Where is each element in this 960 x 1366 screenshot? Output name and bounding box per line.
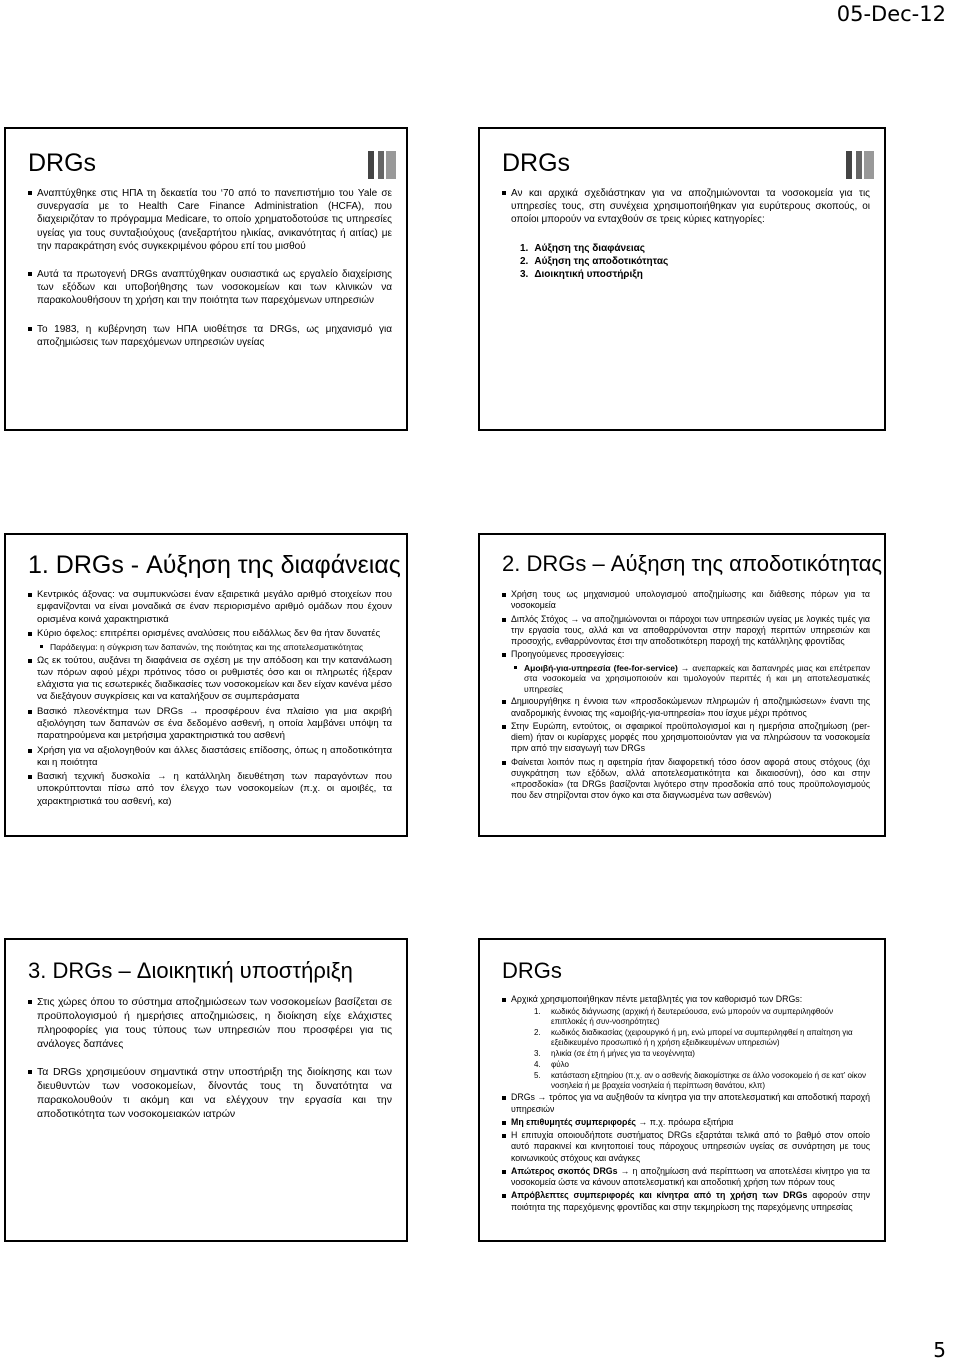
bullet: Απώτερος σκοπός DRGs → η αποζημίωση ανά περίπτωση να αποτελέσει κίνητρο για τα νοσοκομεία ώστε να κάνουν αποτελεσματική και αποδοτική χρήση των πόρων τους (502, 1166, 870, 1189)
list-item: 4. φύλο (534, 1060, 569, 1070)
bullet: Αρχικά χρησιμοποιήθηκαν πέντε μεταβλητές για τον καθορισμό των DRGs: (502, 994, 870, 1005)
sub-bullet: Αμοιβή-για-υπηρεσία (fee-for-service) → ανεπαρκείς και δαπανηρές μιας και επέτρεπαν στα νοσοκομεία να χρησιμοποιούν και τιμολογούν περιττές ή και μη αποτελεσματικές υπηρεσίες (502, 663, 870, 695)
bullet: Απρόβλεπτες συμπεριφορές και κίνητρα από τη χρήση των DRGs αφορούν στην ποιότητα της παρεχόμενης φροντίδας και στην τεκμηρίωση της παρεχόμενης υπηρεσίας (502, 1190, 870, 1213)
slide-decoration-icon (846, 151, 874, 179)
list-item: 3. ηλικία (σε έτη ή μήνες για τα νεογέννητα) (534, 1049, 695, 1059)
bullet: Στην Ευρώπη, εντούτοις, οι σφαιρικοί προϋπολογισμοί και η ημερήσια αποζημίωση (per-diem) ήταν οι κυρίαρχες μορφές που χρησιμοποιούνταν για να πληρώσουν τα νοσοκομεία πριν από την εισαγωγή των DRGs (502, 721, 870, 755)
bullet: Βασικό πλεονέκτημα των DRGs → προσφέρουν ένα πλαίσιο για μια ακριβή αξιολόγηση των δαπανών σε ένα δεδομένο ασθενή, η οποία λαμβάνει υπόψη τα παρατηρούμενα και μετρήσιμα χαρακτηριστικά του ασθενή (28, 706, 392, 743)
slide-3 (4, 533, 408, 837)
list-item: 2. κωδικός διαδικασίας (χειρουργικό ή μη, ενώ μπορεί να συμπεριληφθεί η απαίτηση για εξειδικευμένο προσωπικό ή η χρήση εξειδικευμένων υπηρεσιών) (534, 1028, 853, 1048)
bullet: Χρήση τους ως μηχανισμού υπολογισμού αποζημίωσης και διάθεσης πόρων για τα νοσοκομεία (502, 589, 870, 612)
slide-decoration-icon (368, 151, 396, 179)
slide-title: DRGs (502, 958, 562, 983)
bullet: DRGs → τρόπος για να αυξηθούν τα κίνητρα για την αποτελεσματική και αποδοτική παροχή υπηρεσιών (502, 1092, 870, 1115)
slide-title: 1. DRGs - Αύξηση της διαφάνειας (28, 551, 401, 579)
list-item: 1. Αύξηση της διαφάνειας (520, 242, 645, 254)
bullet: Βασική τεχνική δυσκολία → η κατάλληλη διευθέτηση των παραγόντων που υποκρύπτονται πίσω από τον έλεγχο των νοσοκομείων (π.χ. οι αμοιβές, τα χαρακτηριστικά του ασθενή, κα) (28, 771, 392, 808)
slide-1 (4, 127, 408, 431)
bullet: Το 1983, η κυβέρνηση των ΗΠΑ υιοθέτησε τα DRGs, ως μηχανισμό για αποζημιώσεις των παρεχόμενων υπηρεσιών υγείας (28, 323, 392, 349)
slide-title: DRGs (28, 149, 97, 177)
bullet: Κύριο όφελος: επιτρέπει ορισμένες αναλύσεις που ειδάλλως δεν θα ήταν δυνατές (28, 628, 392, 640)
list-item: 5. κατάσταση εξιτηρίου (π.χ. αν ο ασθενής διακομίστηκε σε άλλο νοσοκομείο ή σε κατ’ οίκον νοσηλεία ή με βραχεία νοσηλεία ή περίπτωση θανάτου, κλπ) (534, 1071, 867, 1091)
slide-body (502, 994, 870, 1215)
slide-title: 2. DRGs – Αύξηση της αποδοτικότητας (502, 551, 883, 576)
slide-body (502, 589, 870, 804)
list-item: 2. Αύξηση της αποδοτικότητας (520, 255, 669, 267)
bullet: Διπλός Στόχος → να αποζημιώνονται οι πάροχοι των υπηρεσιών υγείας με λογικές τιμές για την εργασία τους, αλλά και να αποθαρρύνονται στην παροχή περιττών υπηρεσιών και προσοχής, ενθαρρύνοντας έτσι την αποδοτικότερη παροχή της κατάλληλης φροντίδας (502, 614, 870, 648)
bullet: Κεντρικός άξονας: να συμπυκνώσει έναν εξαιρετικά μεγάλο αριθμό στοιχείων που εμφανίζονται να είναι μοναδικά σε έναν περιορισμένο αριθμό ομάδων που έχουν ορισμένα κοινά χαρακτηριστικά (28, 589, 392, 626)
slide-body (502, 187, 870, 281)
bullet: Η επιτυχία οποιουδήποτε συστήματος DRGs εξαρτάται τελικά από το βαθμό στον οποίο αυτό παρακινεί και κινητοποιεί τους πάροχους υπηρεσιών υγείας σε συνάρτηση με τους κοινωνικούς στόχους και ανάγκες (502, 1130, 870, 1164)
list-item: 3. Διοικητική υποστήριξη (520, 268, 643, 280)
sub-bullet: Παράδειγμα: η σύγκριση των δαπανών, της ποιότητας και της αποτελεσματικότητας (28, 642, 392, 653)
slide-body (28, 187, 392, 351)
slide-6 (478, 938, 886, 1242)
bullet: Φαίνεται λοιπόν πως η αφετηρία ήταν διαφορετική τόσο όσον αφορά στους στόχους (όχι συγκράτηση των εξόδων, αλλά αποτελεσματικότητα και δικαιοσύνη), όσο και στην «προσδοκία» (τα DRGs βασίζονται λιγότερο στην προσδοκία από τους προϋπολογισμούς που δεν στηρίζονται στον όγκο και στα διαγνωσμένα των ασθενών) (502, 757, 870, 802)
slide-body (28, 589, 392, 810)
bullet: Στις χώρες όπου το σύστημα αποζημιώσεων των νοσοκομείων βασίζεται σε προϋπολογισμού ή ημερήσιες αποζημιώσεις, η διοίκηση είχε ελάχιστες πληροφορίες για τους τύπους των υπηρεσιών που προσφέρει για τις ανάλογες δαπάνες (28, 996, 392, 1051)
bullet: Αν και αρχικά σχεδιάστηκαν για να αποζημιώνονται τα νοσοκομεία για τις υπηρεσίες τους, στη συνέχεια χρησιμοποιήθηκαν για ευρύτερους σκοπούς, οι οποίοι μπορούν να ενταχθούν σε τρεις κύριες κατηγορίες: (502, 187, 870, 227)
slide-4 (478, 533, 886, 837)
header-date: 05-Dec-12 (836, 2, 946, 26)
slide-2 (478, 127, 886, 431)
bullet: Χρήση για να αξιολογηθούν και άλλες διαστάσεις επίδοσης, όπως η αποδοτικότητα και η ποιότητα (28, 745, 392, 770)
bullet: Μη επιθυμητές συμπεριφορές → π.χ. πρόωρα εξιτήρια (502, 1117, 870, 1128)
slide-title: DRGs (502, 149, 571, 177)
bullet: Τα DRGs χρησιμεύουν σημαντικά στην υποστήριξη της διοίκησης και των διευθυντών των νοσοκομείων, δίνοντάς τους τη δυνατότητα να παρακολουθούν τι ακόμη και να ελέγχουν την εργασία και την αποδοτικότητα των νοσοκομειακών ιατρών (28, 1066, 392, 1121)
bullet: Αναπτύχθηκε στις ΗΠΑ τη δεκαετία του ‘70 από το πανεπιστήμιο του Yale σε συνεργασία με το Health Care Finance Administration (HCFA), που διαχειριζόταν το πρόγραμμα Medicare, το οποίο χρηματοδοτούσε τις υπηρεσίες υγείας για τους συνταξιούχους (ανεξαρτήτου ηλικίας, ανικανότητας ή αιτίας) με την παρακράτηση ενός συγκεκριμένου φόρου επί του μισθού (28, 187, 392, 253)
page-number: 5 (933, 1338, 946, 1362)
slide-title: 3. DRGs – Διοικητική υποστήριξη (28, 958, 353, 983)
bullet: Προηγούμενες προσεγγίσεις: (502, 649, 870, 660)
slide-body (28, 996, 392, 1124)
bullet: Ως εκ τούτου, αυξάνει τη διαφάνεια σε σχέση με την απόδοση και την κατανάλωση των πόρων αφού μέχρι πρότινος τόσο οι ρυθμιστές όσο και οι πληρωτές ήξεραν ελάχιστα για τις εσωτερικές διαδικασίες των νοσοκομείων και δεν είχαν κανένα μέσο να διεξάγουν συγκρίσεις και να καταλήξουν σε συμπεράσματα (28, 655, 392, 704)
bullet: Δημιουργήθηκε η έννοια των «προσδοκώμενων πληρωμών ή αποζημιώσεων» έναντι της αναδρομικής έννοιας της «αμοιβής-για-υπηρεσία» που ίσχυε μέχρι πρότινος (502, 696, 870, 719)
bullet: Αυτά τα πρωτογενή DRGs αναπτύχθηκαν ουσιαστικά ως εργαλείο διαχείρισης των εξόδων και υποβοήθησης των νοσοκομείων και των κλινικών να παρακολουθήσουν τη χρήση και την ποιότητα των παρεχόμενων υπηρεσιών (28, 268, 392, 308)
slide-5 (4, 938, 408, 1242)
list-item: 1. κωδικός διάγνωσης (αρχική ή δευτερεύουσα, ενώ μπορούν να συμπεριληφθούν επιπλοκές ή συν-νοσηρότητες) (534, 1007, 834, 1027)
